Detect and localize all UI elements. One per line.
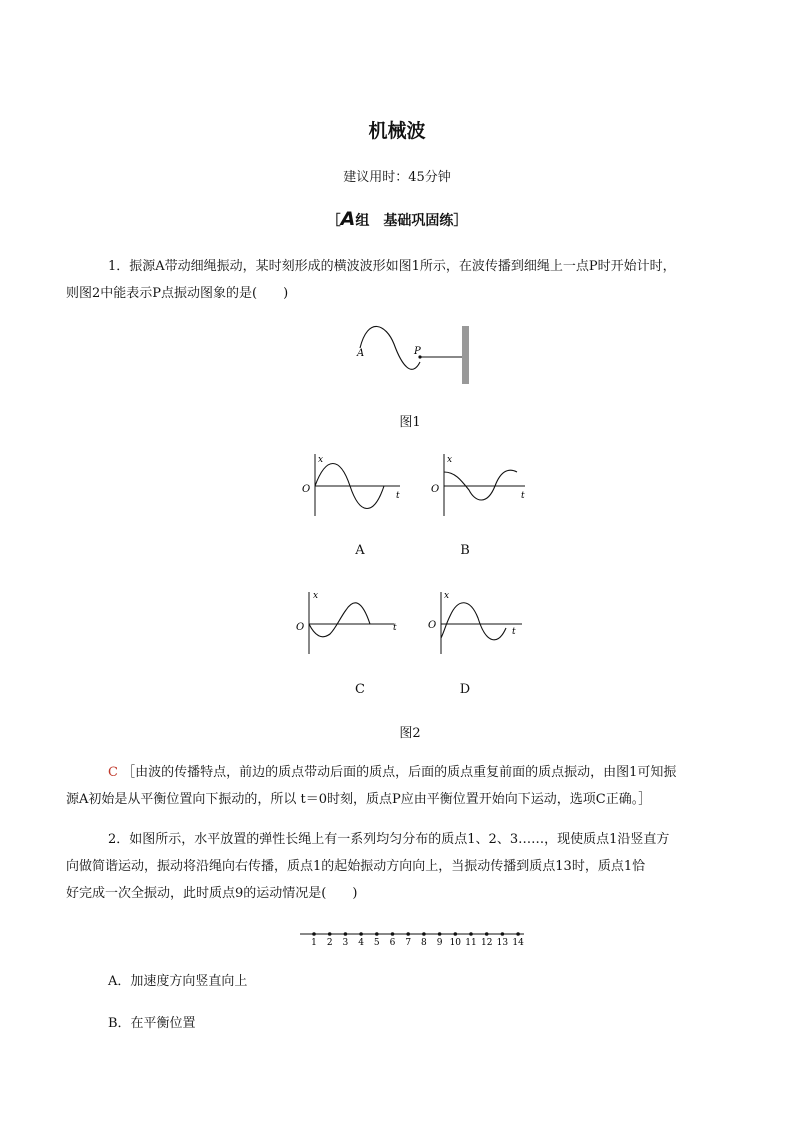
graph-b-curve <box>444 470 517 500</box>
answer-1-letter: C <box>108 765 118 780</box>
rope-point-label-14: 14 <box>512 938 524 948</box>
graph-d-origin: O <box>428 620 437 631</box>
rope-point-12 <box>485 932 489 936</box>
question-1-text <box>66 253 728 307</box>
figure-1-wave-diagram <box>350 322 480 388</box>
rope-point-label-1: 1 <box>311 938 317 948</box>
graph-d <box>422 588 537 660</box>
rope-point-label-6: 6 <box>389 938 396 948</box>
rope-point-9 <box>438 932 442 936</box>
rope-point-10 <box>454 932 458 936</box>
graph-c-t-label: t <box>393 623 397 633</box>
page-title: 机械波 <box>368 120 426 142</box>
rope-point-label-12: 12 <box>480 938 493 948</box>
rope-point-label-5: 5 <box>373 938 380 948</box>
section-label: 组 基础巩固练 <box>355 213 454 229</box>
section-heading <box>0 208 794 230</box>
rope-point-6 <box>391 932 395 936</box>
rope-point-label-2: 2 <box>326 938 333 948</box>
rope-point-11 <box>469 932 473 936</box>
figure-1-label-a: A <box>357 348 365 359</box>
graph-d-x-label: x <box>444 591 450 601</box>
question-2-line-2: 向做简谐运动，振动将沿绳向右传播，质点1的起始振动方向向上，当振动传播到质点13时，质点1恰 <box>66 859 646 874</box>
section-bracket-close: ］ <box>453 213 468 229</box>
graph-c-x-label: x <box>313 591 319 601</box>
question-2-line-3: 好完成一次全振动，此时质点9的运动情况是( ) <box>66 886 358 901</box>
graph-b-x-label: x <box>447 455 453 465</box>
figure-1-caption: 图1 <box>399 415 421 430</box>
question-2-text <box>66 826 734 907</box>
answer-1-line-1-text: ［由波的传播特点，前边的质点带动后面的质点，后面的质点重复前面的质点振动，由图1可知振 <box>122 765 677 780</box>
graph-c-curve <box>309 603 370 637</box>
rope-point-1 <box>312 932 316 936</box>
graph-c-origin: O <box>296 622 305 633</box>
rope-point-label-3: 3 <box>342 938 349 948</box>
option-label-d: D <box>459 682 471 697</box>
figure-1-wall <box>462 326 469 384</box>
graph-d-t-label: t <box>512 627 516 637</box>
rope-point-14 <box>516 932 520 936</box>
rope-point-label-11: 11 <box>465 938 477 948</box>
question-2-option-b: B．在平衡位置 <box>108 1016 196 1031</box>
graph-a-x-label: x <box>318 455 324 465</box>
rope-point-8 <box>422 932 426 936</box>
rope-point-7 <box>406 932 410 936</box>
section-bracket-open: ［ <box>326 213 341 229</box>
rope-point-label-10: 10 <box>449 938 462 948</box>
graph-b <box>425 450 540 522</box>
rope-point-4 <box>359 932 363 936</box>
graph-c <box>290 588 405 660</box>
graph-a-t-label: t <box>396 491 400 501</box>
graph-a <box>296 450 411 522</box>
answer-1-line-2: 源A初始是从平衡位置向下振动的，所以 t＝0时刻，质点P应由平衡位置开始向下运动，选项C正确。］ <box>66 792 652 807</box>
graph-a-origin: O <box>302 484 311 495</box>
section-letter: A <box>340 208 356 230</box>
figure-1-wave-curve <box>360 326 420 369</box>
option-label-c: C <box>355 682 365 697</box>
graph-b-origin: O <box>431 484 440 495</box>
option-label-b: B <box>460 543 470 558</box>
rope-point-label-7: 7 <box>405 938 412 948</box>
rope-point-label-8: 8 <box>421 938 427 948</box>
rope-point-5 <box>375 932 379 936</box>
rope-point-label-9: 9 <box>436 938 443 948</box>
answer-1 <box>66 759 734 813</box>
rope-point-label-4: 4 <box>358 938 364 948</box>
rope-point-13 <box>501 932 505 936</box>
figure-2-caption: 图2 <box>399 726 421 741</box>
question-2-option-a: A．加速度方向竖直向上 <box>108 974 248 989</box>
rope-points-diagram <box>296 926 536 950</box>
question-2-line-1: 2．如图所示，水平放置的弹性长绳上有一系列均匀分布的质点1、2、3……，现使质点1沿竖直方 <box>108 832 670 847</box>
graph-b-t-label: t <box>521 491 525 501</box>
answer-1-line-1 <box>108 759 734 786</box>
rope-point-label-13: 13 <box>496 938 509 948</box>
question-1-line-2: 则图2中能表示P点振动图象的是( ) <box>66 286 289 301</box>
rope-point-2 <box>328 932 332 936</box>
figure-1-label-p: P <box>414 346 421 357</box>
rope-point-3 <box>344 932 348 936</box>
option-label-a: A <box>355 543 365 558</box>
question-1-line-1: 1．振源A带动细绳振动，某时刻形成的横波波形如图1所示，在波传播到细绳上一点P时开始计时， <box>108 259 676 274</box>
suggested-time: 建议用时：45分钟 <box>343 170 451 185</box>
graph-d-curve <box>441 603 506 640</box>
